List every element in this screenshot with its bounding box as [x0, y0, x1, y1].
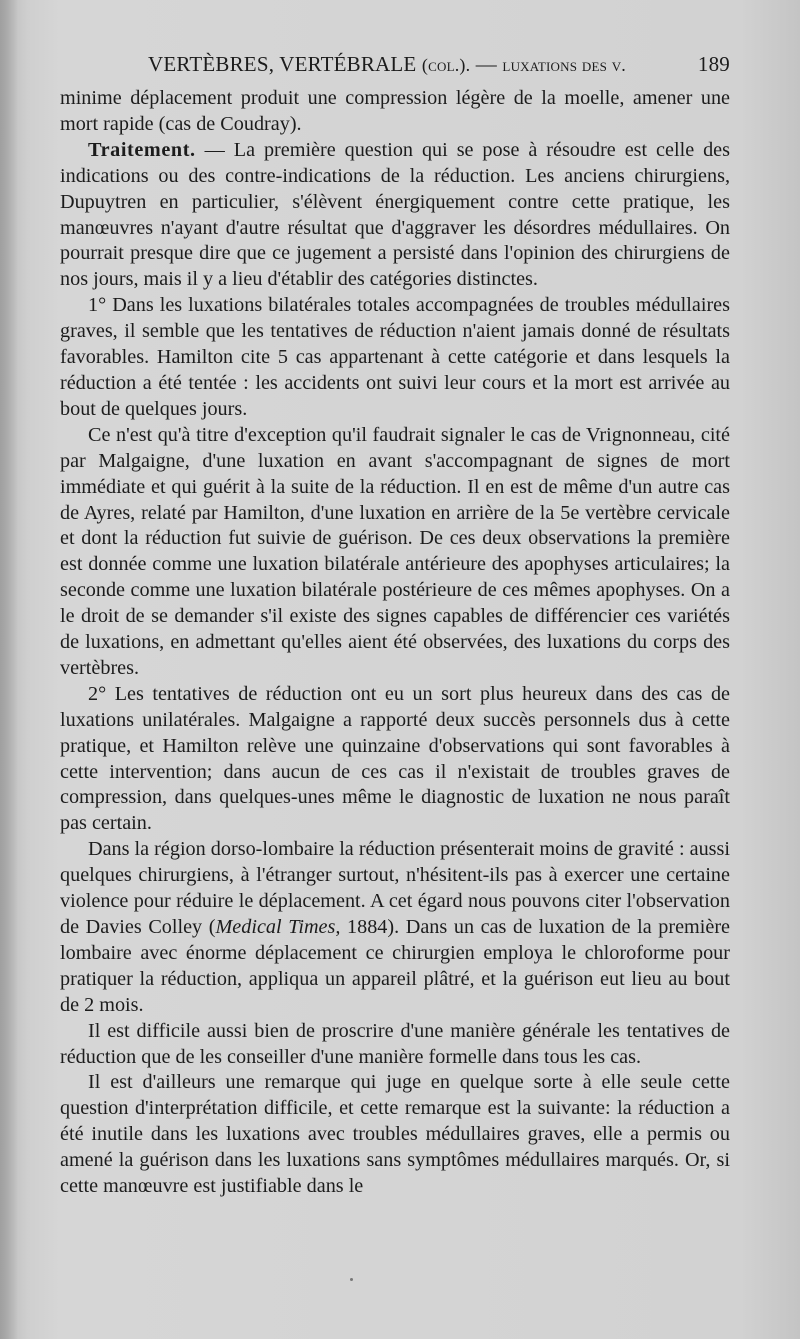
running-title-dash: — — [470, 52, 503, 76]
page-number: 189 — [697, 52, 730, 76]
binding-shadow — [0, 0, 18, 1339]
ink-speck — [350, 1278, 353, 1281]
paragraph-text: Il est difficile aussi bien de proscrire d'une manière générale les tentatives de réduction que de les conseiller d'une manière formelle dans tous les cas. — [60, 1019, 730, 1068]
body-text — [60, 86, 730, 1200]
paragraph-exceptions — [60, 423, 730, 682]
paragraph-unilateral — [60, 682, 730, 837]
paragraph-text: — La première question qui se pose à résoudre est celle des indications ou des contre-indications de la réduction. Les anciens chirurgiens, Dupuytren en particulier, s'élèvent énergiquement contre cette pratique, les manœuvres n'ayant d'autre résultat que d'aggraver les désordres médullaires. On pourrait presque dire que ce jugement a persisté dans l'opinion des chirurgiens de nos jours, mais il y a lieu d'établir des catégories distinctes. — [60, 138, 730, 291]
paragraph-bilateral — [60, 293, 730, 423]
paragraph-continuation — [60, 86, 730, 138]
paragraph-text: Dans la région dorso-lombaire la réduction présenterait moins de gravité : aussi quelques chirurgiens, à l'étranger surtout, n'hésitent-ils pas à exercer une certaine violence pour réduire le déplacement. A cet égard nous pouvons citer l'observation de Davies Colley ( — [60, 838, 730, 938]
paragraph-difficile — [60, 1019, 730, 1071]
paragraph-text: Il est d'ailleurs une remarque qui juge en quelque sorte à elle seule cette question d'interprétation difficile, et cette remarque est la suivante: la réduction a été inutile dans les luxations avec troubles médullaires graves, elle a permis ou amené la guérison dans les luxations sans symptômes médullaires marqués. Or, si cette manœuvre est justifiable dans le — [60, 1071, 730, 1198]
paragraph-text: 1° Dans les luxations bilatérales totales accompagnées de troubles médullaires graves, il semble que les tentatives de réduction n'aient jamais donné de résultats favorables. Hamilton cite 5 cas appartenant à cette catégorie et dans lesquels la réduction a été tentée : les accidents ont suivi leur cours et la mort est arrivée au bout de quelques jours. — [60, 294, 730, 420]
journal-citation: Medical Times, — [215, 916, 341, 938]
running-header — [60, 52, 730, 86]
paragraph-traitement — [60, 138, 730, 293]
running-title-main: VERTÈBRES, VERTÉBRALE — [148, 52, 422, 76]
paragraph-text: 1884). Dans un cas de luxation de la première lombaire avec énorme déplacement ce chirurgien employa le chloroforme pour pratiquer la réduction, appliqua un appareil plâtré, et la guérison eut lieu au bout de 2 mois. — [60, 916, 731, 1016]
paragraph-text: 2° Les tentatives de réduction ont eu un sort plus heureux dans des cas de luxations unilatérales. Malgaigne a rapporté deux succès personnels dus à cette pratique, et Hamilton relève une quinzaine d'observations qui sont favorables à cette intervention; dans aucun de ces cas il n'existait de troubles graves de compression, dans quelques-unes même le diagnostic de luxation ne nous paraît pas certain. — [60, 682, 730, 835]
paragraph-remarque — [60, 1070, 730, 1200]
paragraph-text: Ce n'est qu'à titre d'exception qu'il faudrait signaler le cas de Vrignonneau, cité par Malgaigne, d'une luxation en avant s'accompagnant de signes de mort immédiate et qui guérit à la suite de la réduction. Il en est de même d'un autre cas de Ayres, relaté par Hamilton, d'une luxation en arrière de la 5e vertèbre cervicale et dont la réduction fut suivie de guérison. De ces deux observations la première est donnée comme une luxation bilatérale antérieure des apophyses articulaires; la seconde comme une luxation bilatérale postérieure de ces mêmes apophyses. On a le droit de se demander s'il existe des signes capables de différencier ces variétés de luxations, en admettant qu'elles aient été observées, des luxations du corps des vertèbres. — [60, 423, 730, 679]
section-label-traitement: Traitement. — [88, 138, 196, 161]
running-title-section: luxations des v. — [502, 55, 627, 75]
paragraph-dorso-lombaire — [60, 837, 730, 1018]
running-title — [148, 52, 626, 77]
running-title-col: (col.). — [421, 55, 471, 75]
paragraph-text: minime déplacement produit une compression légère de la moelle, amener une mort rapide (cas de Coudray). — [60, 87, 730, 135]
